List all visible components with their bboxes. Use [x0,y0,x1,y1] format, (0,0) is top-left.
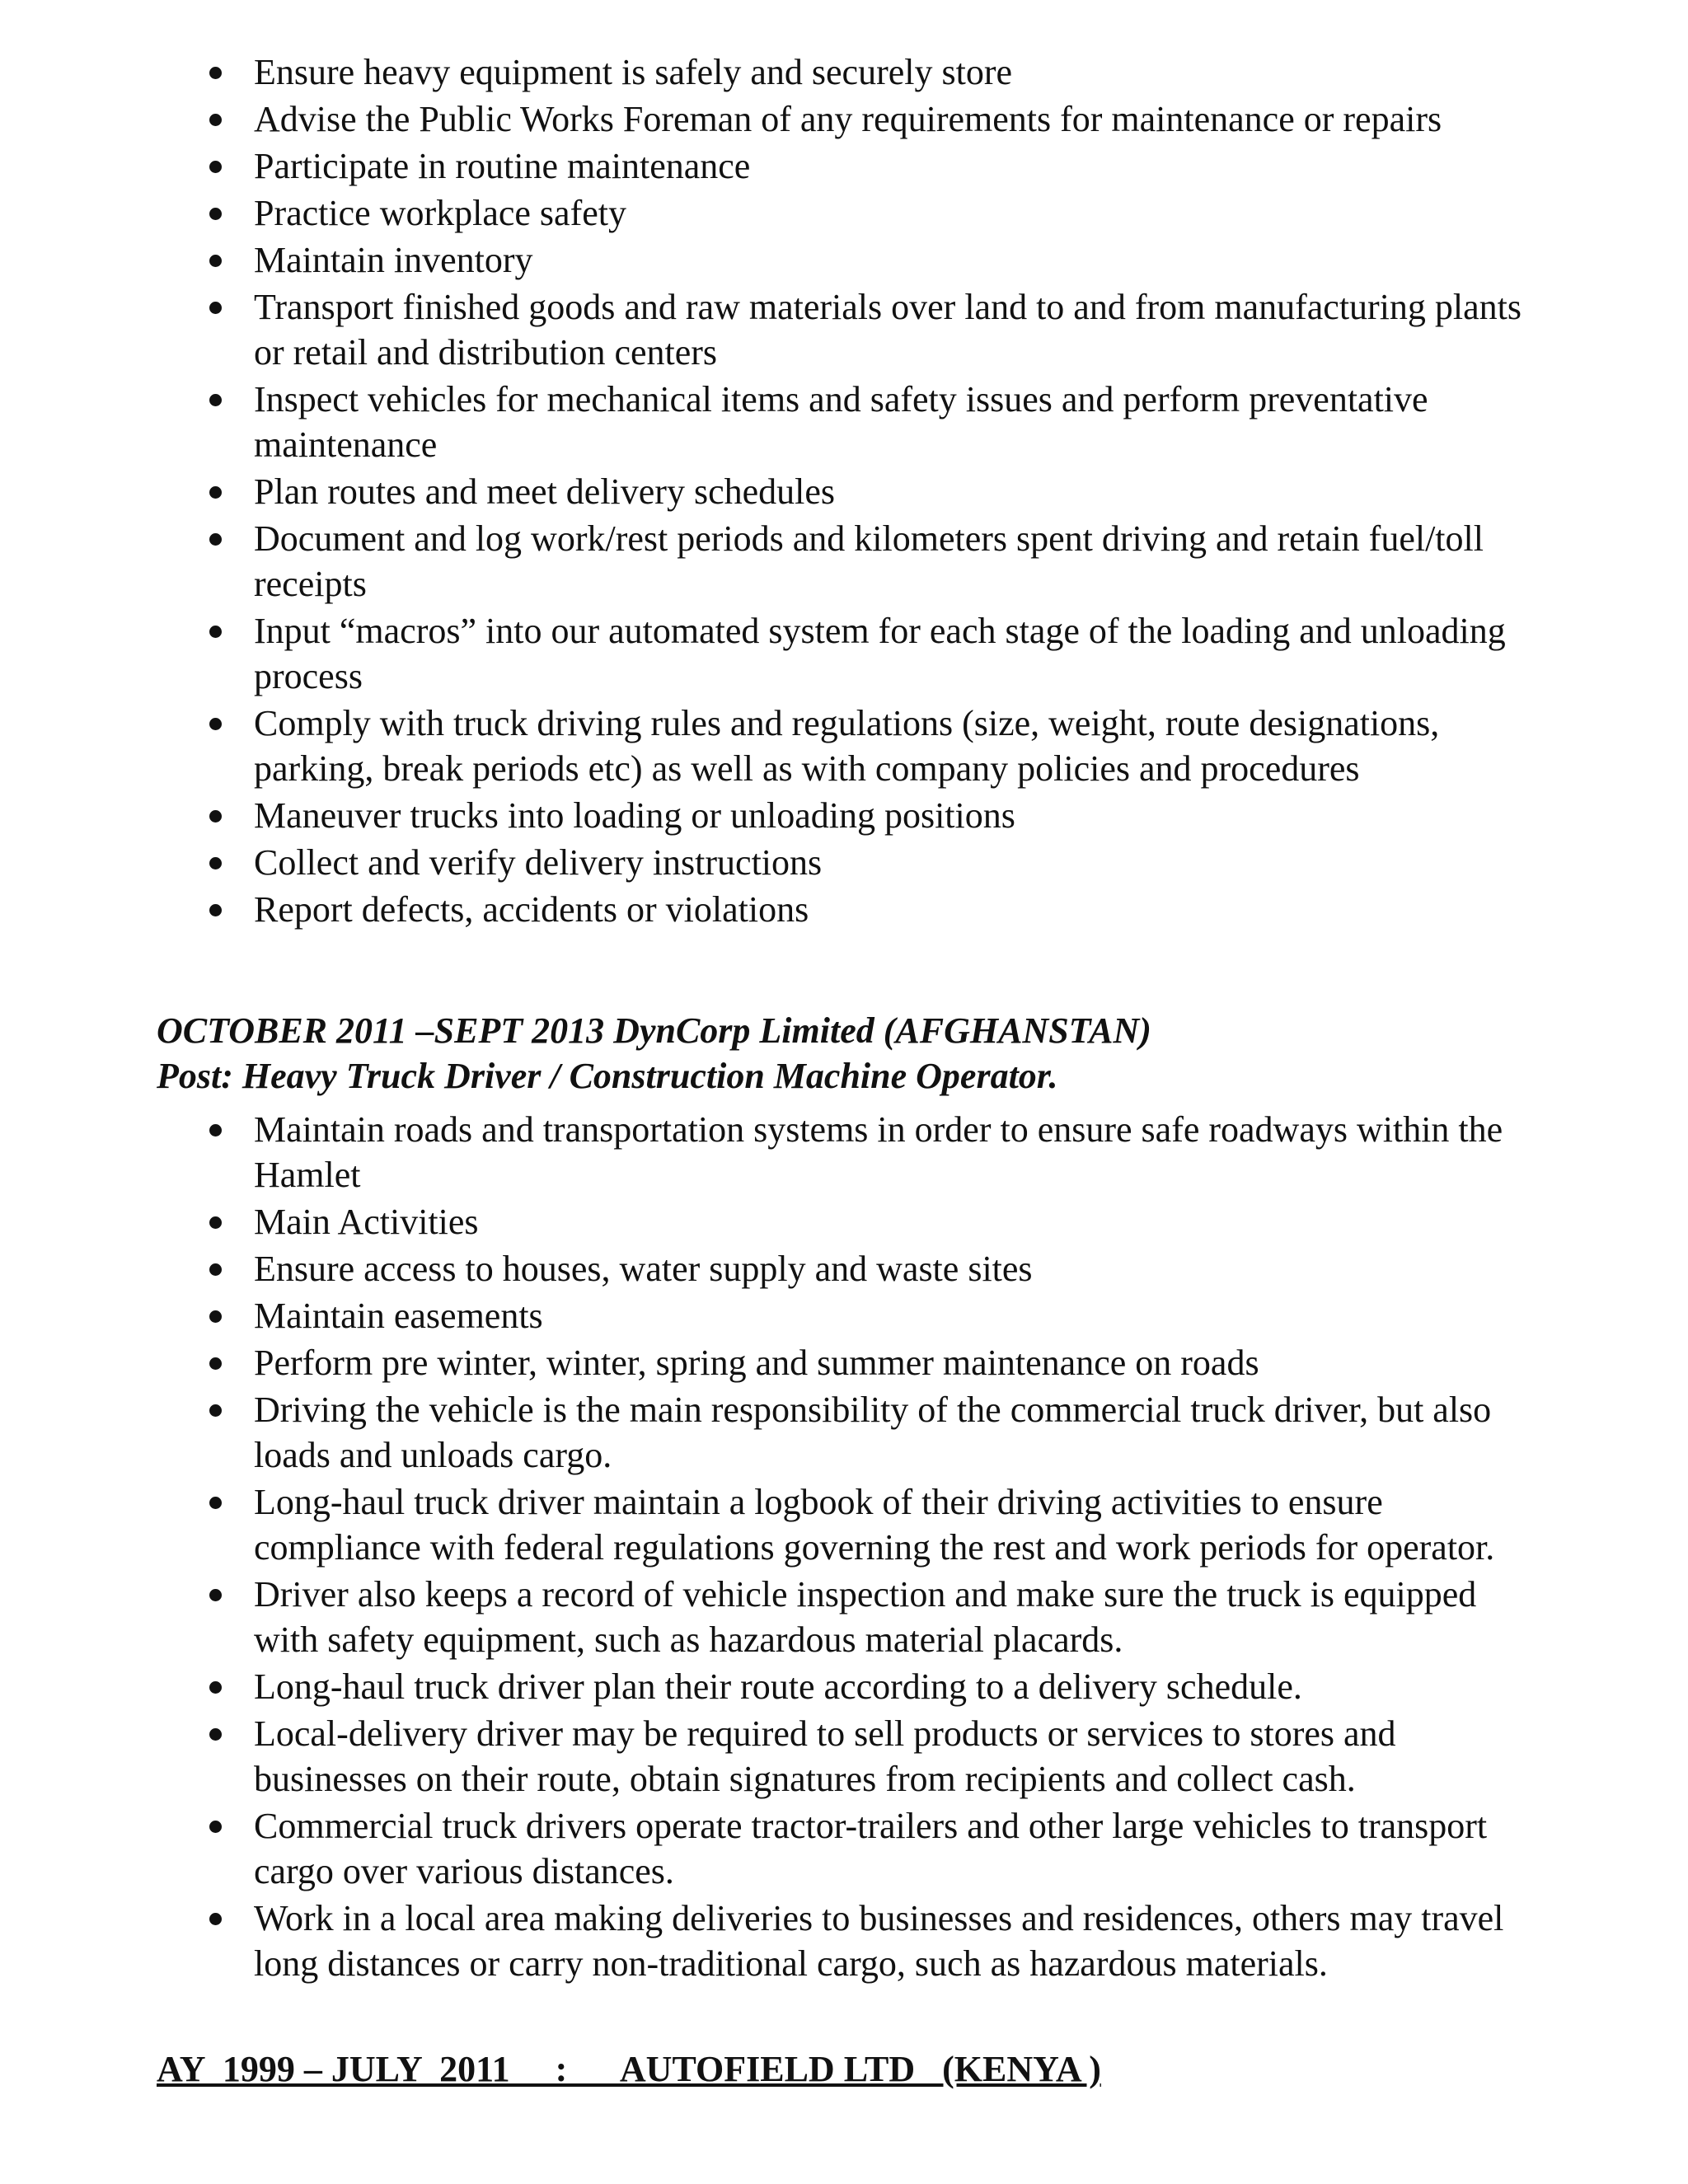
list-item: Plan routes and meet delivery schedules [254,469,1540,514]
duties-list-previous [254,49,1540,934]
job-heading-dyncorp [157,1008,1151,1053]
list-item: Document and log work/rest periods and kilometers spent driving and retain fuel/toll receipts [254,516,1540,607]
list-item: Work in a local area making deliveries to businesses and residences, others may travel long distances or carry non-traditional cargo, such as hazardous materials. [254,1896,1540,1986]
list-item: Advise the Public Works Foreman of any requirements for maintenance or repairs [254,96,1540,142]
list-item: Input “macros” into our automated system for each stage of the loading and unloading process [254,608,1540,699]
list-item: Maintain inventory [254,237,1540,283]
list-item: Practice workplace safety [254,190,1540,236]
list-item: Main Activities [254,1199,1540,1244]
list-item: Inspect vehicles for mechanical items and safety issues and perform preventative maintenance [254,377,1540,467]
list-item: Comply with truck driving rules and regulations (size, weight, route designations, parking, break periods etc) as well as with company policies and procedures [254,701,1540,791]
list-item: Driving the vehicle is the main responsibility of the commercial truck driver, but also loads and unloads cargo. [254,1387,1540,1478]
job-heading-text: OCTOBER 2011 –SEPT 2013 DynCorp Limited (AFGHANSTAN) [157,1010,1151,1051]
duties-list-dyncorp [254,1107,1540,1988]
list-item: Commercial truck drivers operate tractor-trailers and other large vehicles to transport cargo over various distances. [254,1803,1540,1894]
job-post-title: Post: Heavy Truck Driver / Construction Machine Operator. [157,1056,1058,1096]
list-item: Ensure access to houses, water supply and waste sites [254,1246,1540,1291]
list-item: Collect and verify delivery instructions [254,840,1540,885]
job-heading-autofield: AY 1999 – JULY 2011 : AUTOFIELD LTD (KENYA ) [157,2049,1101,2089]
list-item: Maintain roads and transportation systems in order to ensure safe roadways within the Hamlet [254,1107,1540,1197]
list-item: Driver also keeps a record of vehicle inspection and make sure the truck is equipped with safety equipment, such as hazardous material placards. [254,1572,1540,1662]
list-item: Maneuver trucks into loading or unloading positions [254,793,1540,838]
list-item: Long-haul truck driver maintain a logbook of their driving activities to ensure compliance with federal regulations governing the rest and work periods for operator. [254,1479,1540,1570]
list-item: Long-haul truck driver plan their route according to a delivery schedule. [254,1664,1540,1709]
list-item: Participate in routine maintenance [254,143,1540,189]
list-item: Maintain easements [254,1293,1540,1338]
list-item: Report defects, accidents or violations [254,887,1540,932]
list-item: Perform pre winter, winter, spring and summer maintenance on roads [254,1340,1540,1385]
list-item: Ensure heavy equipment is safely and securely store [254,49,1540,95]
list-item: Transport finished goods and raw materials over land to and from manufacturing plants or retail and distribution centers [254,284,1540,375]
list-item: Local-delivery driver may be required to sell products or services to stores and businesses on their route, obtain signatures from recipients and collect cash. [254,1711,1540,1802]
